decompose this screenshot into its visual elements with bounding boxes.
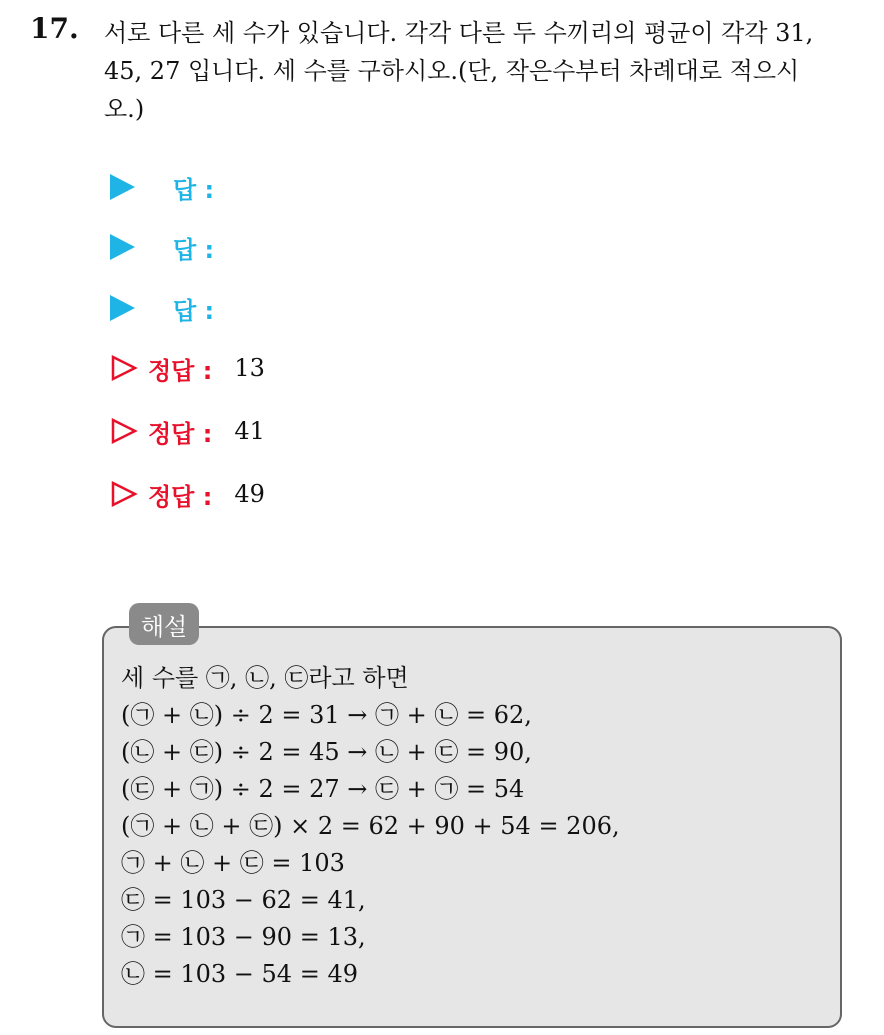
solution-line: ㉠ = 103 − 90 = 13, (121, 923, 366, 951)
correct-answer-label: 정답 : (148, 419, 213, 448)
question-line: 45, 27 입니다. 세 수를 구하시오.(단, 작은수부터 차례대로 적으시 (104, 57, 800, 85)
answer-row[interactable] (110, 288, 214, 328)
solution-line: ㉠ + ㉡ + ㉢ = 103 (121, 849, 345, 877)
solution-tab: 해설 (129, 603, 199, 645)
answer-row[interactable] (110, 167, 214, 207)
play-icon (110, 174, 135, 200)
question-line: 서로 다른 세 수가 있습니다. 각각 다른 두 수끼리의 평균이 각각 31, (104, 19, 814, 47)
answer-label: 답 : (173, 235, 215, 264)
correct-answer-row (110, 411, 265, 451)
correct-answer-value: 13 (234, 354, 265, 382)
solution-text (121, 660, 821, 993)
correct-answer-value: 49 (234, 480, 265, 508)
answer-label: 답 : (173, 296, 215, 325)
triangle-outline-icon (110, 480, 138, 508)
correct-answer-row (110, 348, 265, 388)
correct-answer-row (110, 474, 265, 514)
answer-label: 답 : (173, 175, 215, 204)
solution-line: ㉡ = 103 − 54 = 49 (121, 960, 358, 988)
play-icon (110, 234, 135, 260)
correct-answer-label: 정답 : (148, 482, 213, 511)
answer-row[interactable] (110, 227, 214, 267)
question-number: 17. (30, 12, 79, 45)
triangle-outline-icon (110, 354, 138, 382)
solution-line: 세 수를 ㉠, ㉡, ㉢라고 하면 (121, 664, 409, 692)
solution-line: (㉠ + ㉡) ÷ 2 = 31 → ㉠ + ㉡ = 62, (121, 701, 532, 729)
solution-line: (㉡ + ㉢) ÷ 2 = 45 → ㉡ + ㉢ = 90, (121, 738, 532, 766)
play-icon (110, 295, 135, 321)
question-line: 오.) (104, 95, 145, 123)
triangle-outline-icon (110, 417, 138, 445)
correct-answer-value: 41 (234, 417, 265, 445)
question-text (104, 14, 869, 128)
solution-line: ㉢ = 103 − 62 = 41, (121, 886, 366, 914)
solution-line: (㉢ + ㉠) ÷ 2 = 27 → ㉢ + ㉠ = 54 (121, 775, 525, 803)
solution-line: (㉠ + ㉡ + ㉢) × 2 = 62 + 90 + 54 = 206, (121, 812, 620, 840)
correct-answer-label: 정답 : (148, 356, 213, 385)
